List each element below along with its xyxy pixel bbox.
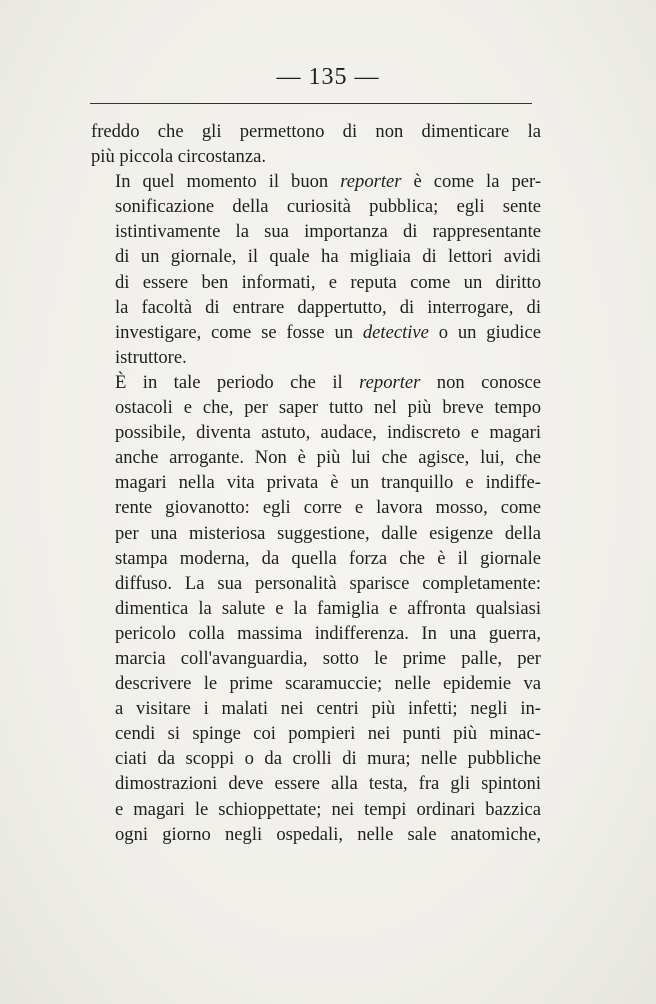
text-line: istruttore. bbox=[115, 346, 187, 368]
text-line: marcia coll'avanguardia, sotto le prime palle, per bbox=[115, 647, 541, 669]
text-line: dimostrazioni deve essere alla testa, fra gli spintoni bbox=[115, 773, 541, 795]
text-line: investigare, come se fosse un detective o un giudice bbox=[115, 321, 541, 343]
text-line: descrivere le prime scaramuccie; nelle epidemie va bbox=[115, 673, 541, 695]
text-line: possibile, diventa astuto, audace, indiscreto e magari bbox=[115, 422, 541, 444]
text-line: ostacoli e che, per saper tutto nel più breve tempo bbox=[115, 397, 541, 419]
text-line: di un giornale, il quale ha migliaia di lettori avidi bbox=[115, 246, 541, 268]
text-line: più piccola circostanza. bbox=[91, 146, 267, 168]
text-line: e magari le schioppettate; nei tempi ordinari bazzica bbox=[115, 798, 541, 820]
text-line: dimentica la salute e la famiglia e affronta qualsiasi bbox=[115, 597, 541, 619]
text-line: freddo che gli permettono di non dimenticare la bbox=[91, 121, 541, 142]
paragraph-1 bbox=[91, 119, 541, 169]
text-line: cendi si spinge coi pompieri nei punti più minac- bbox=[115, 723, 541, 745]
text-line: per una misteriosa suggestione, dalle esigenze della bbox=[115, 522, 541, 544]
paragraph-3 bbox=[91, 370, 541, 847]
text-line: la facoltà di entrare dappertutto, di interrogare, di bbox=[115, 296, 541, 318]
text-line: istintivamente la sua importanza di rappresentante bbox=[115, 221, 541, 243]
page-number: — 135 — bbox=[276, 64, 380, 90]
text-line: pericolo colla massima indifferenza. In una guerra, bbox=[115, 622, 541, 644]
text-line: magari nella vita privata è un tranquillo e indiffe- bbox=[115, 472, 541, 494]
text-line: ciati da scoppi o da crolli di mura; nelle pubbliche bbox=[115, 748, 541, 770]
paragraph-2 bbox=[91, 169, 541, 370]
text-line: sonificazione della curiosità pubblica; egli sente bbox=[115, 196, 541, 218]
text-line: a visitare i malati nei centri più infetti; negli in- bbox=[115, 698, 541, 720]
text-line: di essere ben informati, e reputa come un diritto bbox=[115, 271, 541, 293]
text-line: anche arrogante. Non è più lui che agisce, lui, che bbox=[115, 447, 541, 469]
header-rule bbox=[90, 103, 532, 104]
body-text bbox=[91, 119, 541, 847]
text-line: In quel momento il buon reporter è come la per- bbox=[115, 171, 542, 193]
text-line: ogni giorno negli ospedali, nelle sale anatomiche, bbox=[115, 823, 541, 845]
text-line: rente giovanotto: egli corre e lavora mosso, come bbox=[115, 497, 541, 519]
text-line: È in tale periodo che il reporter non conosce bbox=[115, 371, 541, 393]
text-line: diffuso. La sua personalità sparisce completamente: bbox=[115, 572, 541, 594]
text-line: stampa moderna, da quella forza che è il giornale bbox=[115, 547, 541, 569]
